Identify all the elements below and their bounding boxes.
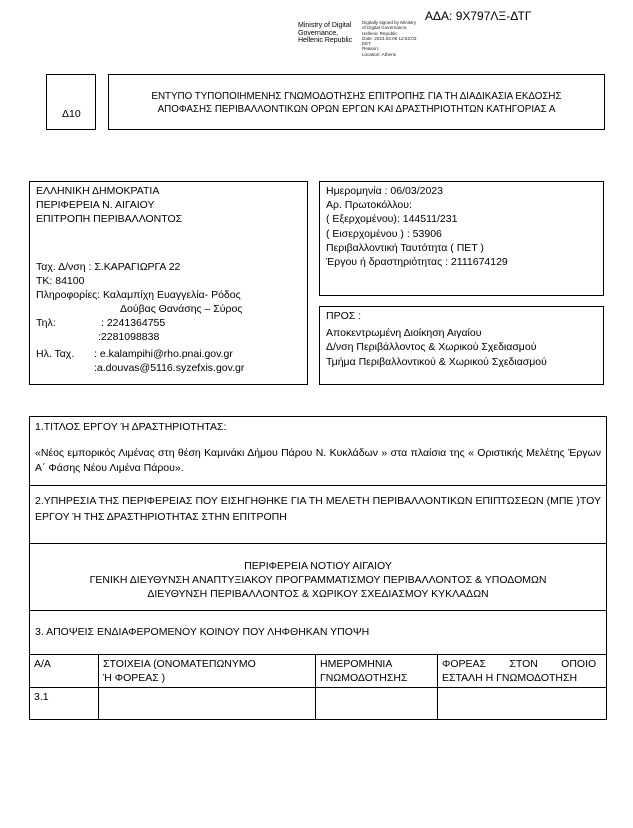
section-3-heading-box (29, 610, 607, 655)
col-org-label: ΦΟΡΕΑΣ ΣΤΟΝ ΟΠΟΙΟ (442, 658, 597, 670)
col-org (438, 655, 607, 688)
recipient-label: ΠΡΟΣ : (326, 310, 362, 322)
row-date (316, 688, 438, 720)
section-2-body-box (29, 543, 607, 611)
table-header-row (30, 655, 607, 688)
row-name (99, 688, 316, 720)
section-2-heading: 2.ΥΠΗΡΕΣΙΑ ΤΗΣ ΠΕΡΙΦΕΡΕΙΑΣ ΠΟΥ ΕΙΣΗΓΗΘΗΚΕ ΓΙΑ ΤΗ ΜΕΛΕΤΗ ΠΕΡΙΒΑΛΛΟΝΤΙΚΩΝ ΕΠΙΠΤΩΣΕΩΝ (ΜΠΕ )ΤΟΥ ΕΡΓΟΥ Ή ΤΗΣ ΔΡΑΣΤΗΡΙΟΤΗΤΑΣ ΣΤΗΝ ΕΠΙΤΡΟΠΗ (35, 495, 601, 524)
signature-line: Digitally signed by Ministry (362, 20, 417, 25)
phone-2: :2281098838 (98, 331, 160, 344)
recipient-line: Δ/νση Περιβάλλοντος & Χωρικού Σχεδιασμού (326, 341, 537, 354)
row-aa-value: 3.1 (34, 691, 49, 704)
col-date-label: ΗΜΕΡΟΜΗΝΙΑ (320, 658, 393, 670)
signature-ministry (298, 22, 352, 45)
col-org-label-2: ΕΣΤΑΛΗ Η ΓΝΩΜΟΔΟΤΗΣΗ (442, 672, 578, 685)
section-2-line: ΠΕΡΙΦΕΡΕΙΑ ΝΟΤΙΟΥ ΑΙΓΑΙΟΥ (244, 560, 392, 572)
recipient-line: Τμήμα Περιβαλλοντικού & Χωρικού Σχεδιασμού (326, 355, 547, 368)
form-code: Δ10 (62, 108, 81, 120)
section-2-heading-box (29, 485, 607, 544)
sender-box (29, 181, 308, 385)
col-name (99, 655, 316, 688)
recipient-box (319, 306, 604, 385)
section-2-line: ΓΕΝΙΚΗ ΔΙΕΥΘΥΝΣΗ ΑΝΑΠΤΥΞΙΑΚΟΥ ΠΡΟΓΡΑΜΜΑΤΙΣΜΟΥ ΠΕΡΙΒΑΛΛΟΝΤΟΣ & ΥΠΟΔΟΜΩΝ (89, 574, 547, 587)
signature-line: Reason: (362, 46, 380, 52)
sender-postal: ΤΚ: 84100 (36, 274, 85, 287)
section-2-line: ΔΙΕΥΘΥΝΣΗ ΠΕΡΙΒΑΛΛΟΝΤΟΣ & ΧΩΡΙΚΟΥ ΣΧΕΔΙΑΣΜΟΥ ΚΥΚΛΑΔΩΝ (147, 588, 489, 601)
protocol-label: Αρ. Πρωτοκόλλου: (326, 199, 412, 212)
email-1: : e.kalampihi@rho.pnai.gov.gr (94, 347, 233, 360)
protocol-box (319, 181, 604, 296)
sender-region: ΠΕΡΙΦΕΡΕΙΑ Ν. ΑΙΓΑΙΟΥ (36, 199, 155, 212)
form-code-box (46, 74, 96, 130)
email-2: :a.douvas@5116.syzefxis.gov.gr (94, 361, 245, 374)
signature-details (362, 20, 416, 57)
form-title-line: ΕΝΤΥΠΟ ΤΥΠΟΠΟΙΗΜΕΝΗΣ ΓΝΩΜΟΔΟΤΗΣΗΣ ΕΠΙΤΡΟΠΗΣ ΓΙΑ ΤΗ ΔΙΑΔΙΚΑΣΙΑ ΕΚΔΟΣΗΣ (151, 91, 562, 102)
phone-1: : 2241364755 (101, 317, 166, 330)
sender-email-row (36, 347, 301, 361)
col-date (316, 655, 438, 688)
sender-phone-row (36, 316, 301, 330)
ministry-line: Hellenic Republic (298, 37, 353, 45)
form-title-box (108, 74, 605, 130)
sender-committee: ΕΠΙΤΡΟΠΗ ΠΕΡΙΒΑΛΛΟΝΤΟΣ (36, 213, 183, 226)
col-name-label: ΣΤΟΙΧΕΙΑ (ΟΝΟΜΑΤΕΠΩΝΥΜΟ (103, 658, 256, 670)
section-1-box (29, 416, 607, 486)
protocol-outgoing: ( Εξερχομένου): 144511/231 (326, 213, 458, 226)
table-row (30, 688, 607, 720)
protocol-incoming: ( Εισερχομένου ) : 53906 (326, 227, 442, 240)
ada-code: ΑΔΑ: 9Χ797ΛΞ-ΔΤΓ (425, 9, 532, 23)
ministry-line: Ministry of Digital (298, 22, 352, 29)
row-aa (30, 688, 99, 720)
col-date-label-2: ΓΝΩΜΟΔΟΤΗΣΗΣ (320, 672, 408, 685)
signature-line: Location: Athens (362, 51, 396, 57)
row-org (438, 688, 607, 720)
recipient-line: Αποκεντρωμένη Διοίκηση Αιγαίου (326, 327, 482, 340)
signature-line: EET (362, 41, 371, 47)
sender-info-2: Δούβας Θανάσης – Σύρος (120, 303, 243, 316)
signature-line: Date: 2023.03.06 12:52:03 (362, 35, 417, 41)
ministry-line: Governance, (298, 29, 339, 37)
col-name-label-2: Ή ΦΟΡΕΑΣ ) (103, 672, 166, 685)
section-1-body: «Νέος εμπορικός Λιμένας στη θέση Καμινάκι Δήμου Πάρου Ν. Κυκλάδων » στα πλαίσια της « Οριστικής Μελέτης Έργων Α΄ Φάσης Νέου Λιμένα Πάρου». (35, 447, 601, 475)
phone-label: Τηλ: (36, 317, 56, 330)
email-label: Ηλ. Ταχ. (36, 347, 75, 360)
col-aa (30, 655, 99, 688)
form-title-line: ΑΠΟΦΑΣΗΣ ΠΕΡΙΒΑΛΛΟΝΤΙΚΩΝ ΟΡΩΝ ΕΡΓΩΝ ΚΑΙ ΔΡΑΣΤΗΡΙΟΤΗΤΩΝ ΚΑΤΗΓΟΡΙΑΣ Α (157, 104, 556, 116)
opinions-table (29, 654, 607, 720)
col-aa-label: Α/Α (34, 658, 51, 670)
section-3-heading: 3. ΑΠΟΨΕΙΣ ΕΝΔΙΑΦΕΡΟΜΕΝΟΥ ΚΟΙΝΟΥ ΠΟΥ ΛΗΦΘΗΚΑΝ ΥΠΟΨΗ (35, 626, 370, 638)
sender-country: ΕΛΛΗΝΙΚΗ ΔΗΜΟΚΡΑΤΙΑ (36, 185, 160, 197)
sender-address: Ταχ. Δ/νση : Σ.ΚΑΡΑΓΙΩΡΓΑ 22 (36, 260, 181, 273)
signature-line: of Digital Governance, (362, 25, 408, 31)
section-1-heading: 1.ΤΙΤΛΟΣ ΕΡΓΟΥ Ή ΔΡΑΣΤΗΡΙΟΤΗΤΑΣ: (35, 421, 227, 433)
signature-line: Hellenic Republic (362, 30, 398, 36)
sender-info: Πληροφορίες: Καλαμπίχη Ευαγγελία- Ρόδος (36, 288, 241, 301)
pet-label: Περιβαλλοντική Ταυτότητα ( ΠΕΤ ) (326, 241, 484, 254)
project-id: Έργου ή δραστηριότητας : 2111674129 (326, 255, 508, 268)
doc-date: Ημερομηνία : 06/03/2023 (326, 185, 443, 197)
